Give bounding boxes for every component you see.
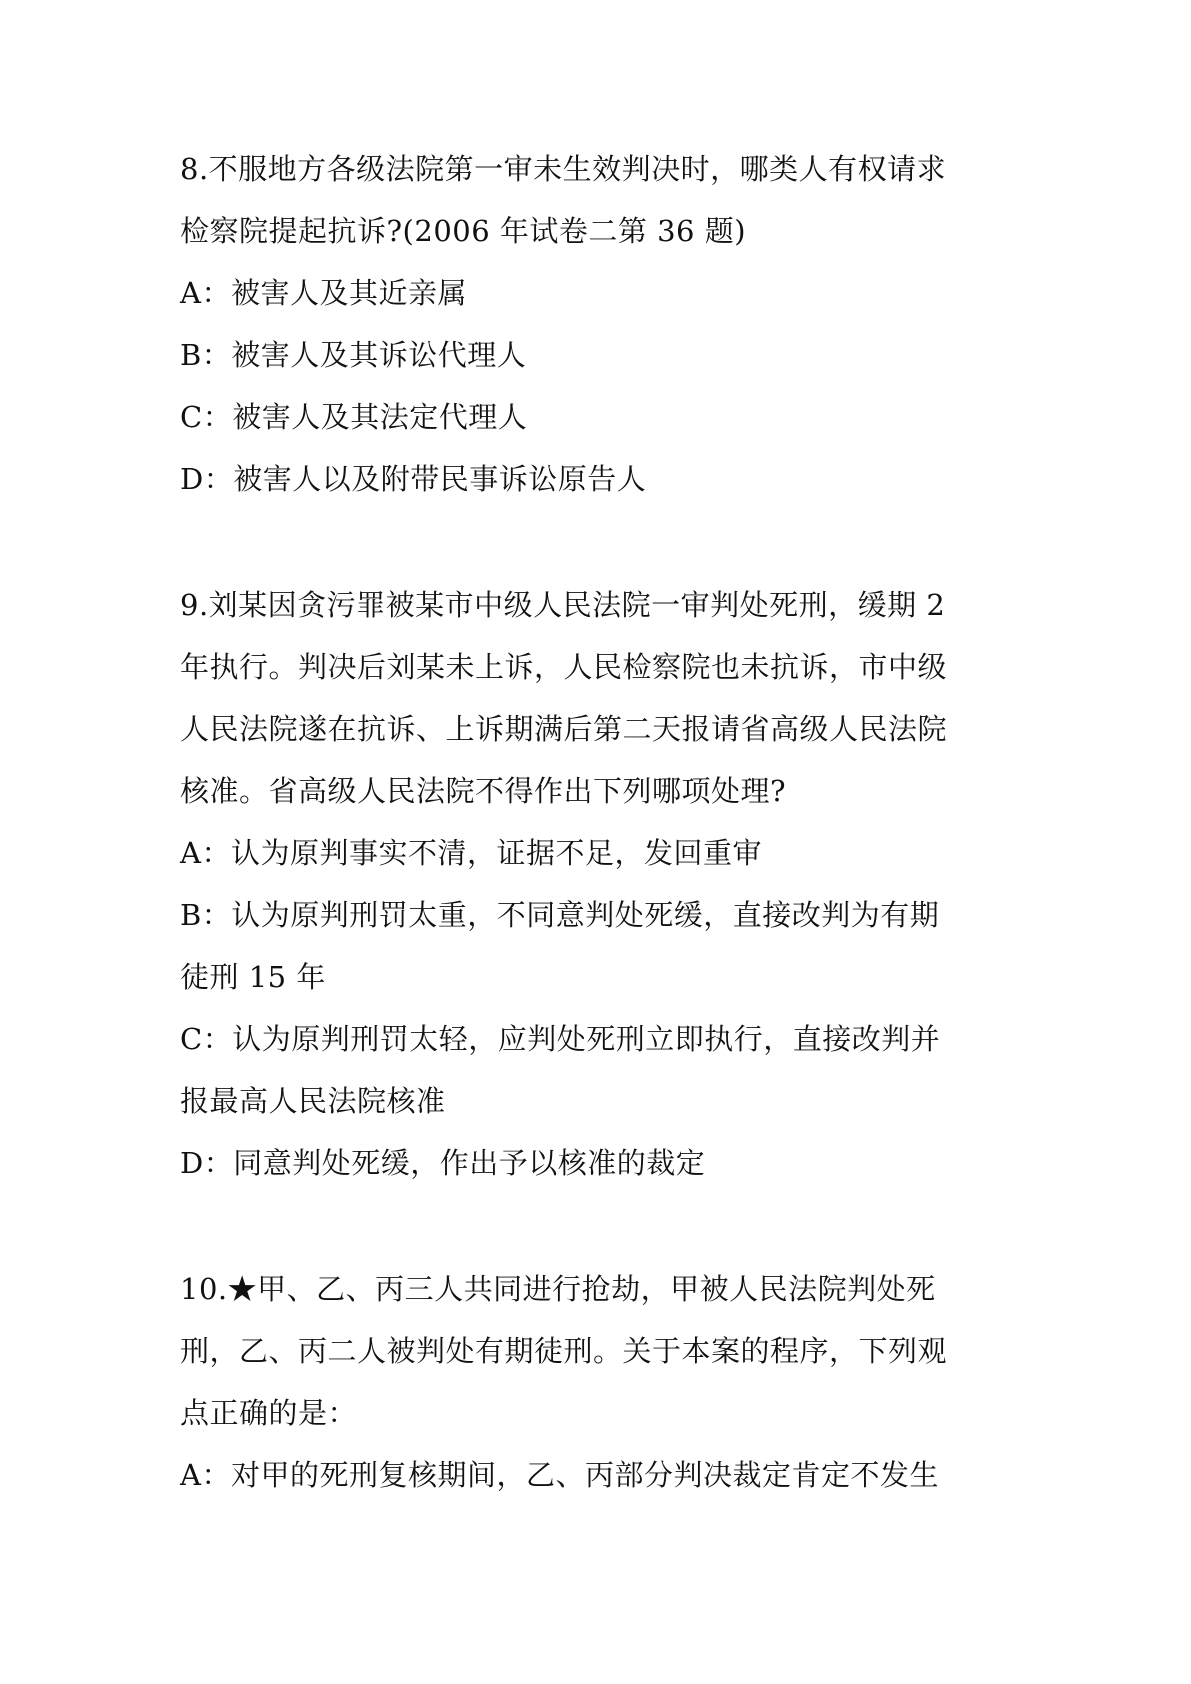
question-8-option-a: A：被害人及其近亲属 [180, 276, 467, 310]
question-8-option-d: D：被害人以及附带民事诉讼原告人 [180, 462, 647, 496]
question-9-option-a: A：认为原判事实不清，证据不足，发回重审 [180, 836, 762, 870]
question-10-option-a: A：对甲的死刑复核期间，乙、丙部分判决裁定肯定不发生 [180, 1458, 939, 1492]
question-10-stem-line-1: 10.★甲、乙、丙三人共同进行抢劫，甲被人民法院判处死 [180, 1272, 936, 1306]
question-10-stem-line-3: 点正确的是： [180, 1396, 358, 1430]
question-9-stem-line-1: 9.刘某因贪污罪被某市中级人民法院一审判处死刑，缓期 2 [180, 588, 946, 622]
question-10-stem-line-2: 刑，乙、丙二人被判处有期徒刑。关于本案的程序，下列观 [180, 1334, 948, 1368]
question-9-option-b-line-1: B：认为原判刑罚太重，不同意判处死缓，直接改判为有期 [180, 898, 940, 932]
question-9-option-d: D：同意判处死缓，作出予以核准的裁定 [180, 1146, 706, 1180]
question-list [180, 138, 1040, 1506]
question-9-option-c-line-2: 报最高人民法院核准 [180, 1084, 446, 1118]
question-8-stem-line-2: 检察院提起抗诉?(2006 年试卷二第 36 题) [180, 214, 747, 248]
question-9-stem-line-4: 核准。省高级人民法院不得作出下列哪项处理? [180, 774, 787, 808]
question-spacer [180, 510, 1040, 574]
question-9-option-b-line-2: 徒刑 15 年 [180, 960, 326, 994]
question-8-option-c: C：被害人及其法定代理人 [180, 400, 528, 434]
question-9-stem-line-2: 年执行。判决后刘某未上诉，人民检察院也未抗诉，市中级 [180, 650, 948, 684]
question-10 [180, 1258, 1040, 1506]
question-8-option-b: B：被害人及其诉讼代理人 [180, 338, 527, 372]
question-8 [180, 138, 1040, 510]
question-9 [180, 574, 1040, 1194]
question-9-option-c-line-1: C：认为原判刑罚太轻，应判处死刑立即执行，直接改判并 [180, 1022, 941, 1056]
question-8-stem-line-1: 8.不服地方各级法院第一审未生效判决时，哪类人有权请求 [180, 152, 947, 186]
question-spacer [180, 1194, 1040, 1258]
question-9-stem-line-3: 人民法院遂在抗诉、上诉期满后第二天报请省高级人民法院 [180, 712, 948, 746]
